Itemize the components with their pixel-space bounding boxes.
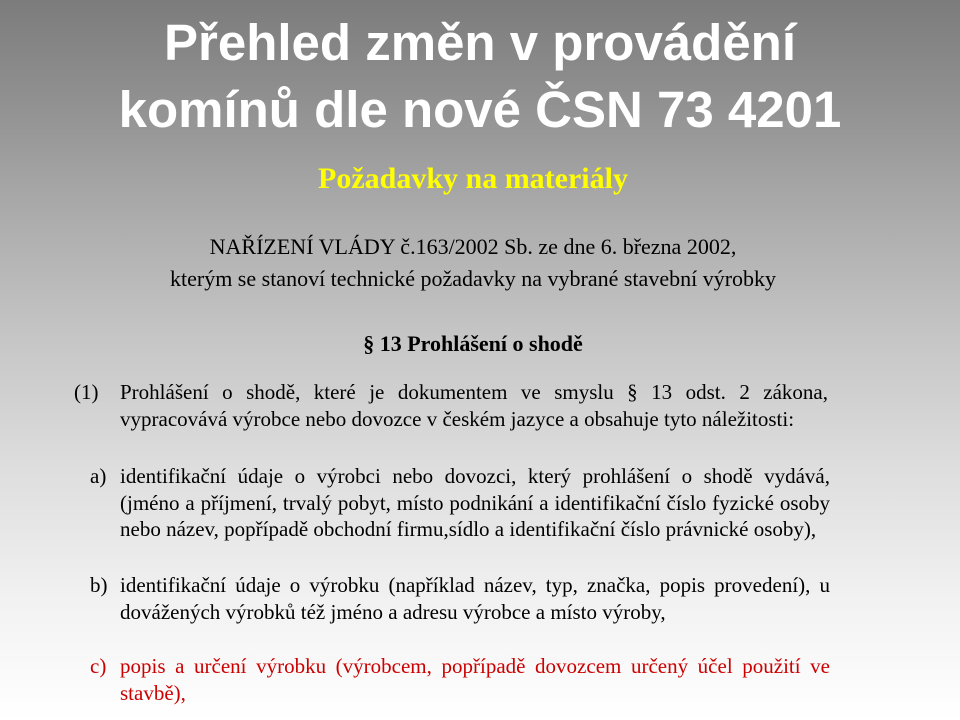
decree-description: kterým se stanoví technické požadavky na vybrané stavební výrobky <box>169 266 777 291</box>
list-item-a-text: identifikační údaje o výrobci nebo dovozci, který prohlášení o shodě vydává, (jméno a příjmení, trvalý pobyt, místo podnikání a identifikační číslo fyzické osoby nebo název, popřípadě obchodní firmu,sídlo a identifikační číslo právnické osoby), <box>120 464 830 541</box>
list-item-c-label: c) <box>90 654 107 678</box>
section-heading: § 13 Prohlášení o shodě <box>363 331 583 356</box>
slide-title-line-1: Přehled změn v provádění <box>163 14 797 71</box>
list-item-a <box>90 463 830 543</box>
decree-title: NAŘÍZENÍ VLÁDY č.163/2002 Sb. ze dne 6. března 2002, <box>209 234 737 259</box>
list-item-c <box>90 653 830 706</box>
list-item-b <box>90 572 830 625</box>
slide-subtitle: Požadavky na materiály <box>318 162 628 195</box>
slide-title-line-2: komínů dle nové ČSN 73 4201 <box>118 81 842 138</box>
list-item-a-label: a) <box>90 464 107 488</box>
paragraph-1-text: Prohlášení o shodě, které je dokumentem ve smyslu § 13 odst. 2 zákona, vypracovává výrobce nebo dovozce v českém jazyce a obsahuje tyto náležitosti: <box>120 380 828 431</box>
paragraph-1 <box>76 379 828 432</box>
paragraph-1-label: (1) <box>74 380 99 404</box>
list-item-b-label: b) <box>90 573 108 597</box>
list-item-b-text: identifikační údaje o výrobku (například název, typ, značka, popis provedení), u dovážených výrobků též jméno a adresu výrobce a místo výroby, <box>120 573 830 624</box>
list-item-c-text: popis a určení výrobku (výrobcem, popřípadě dovozcem určený účel použití ve stavbě), <box>120 654 830 705</box>
